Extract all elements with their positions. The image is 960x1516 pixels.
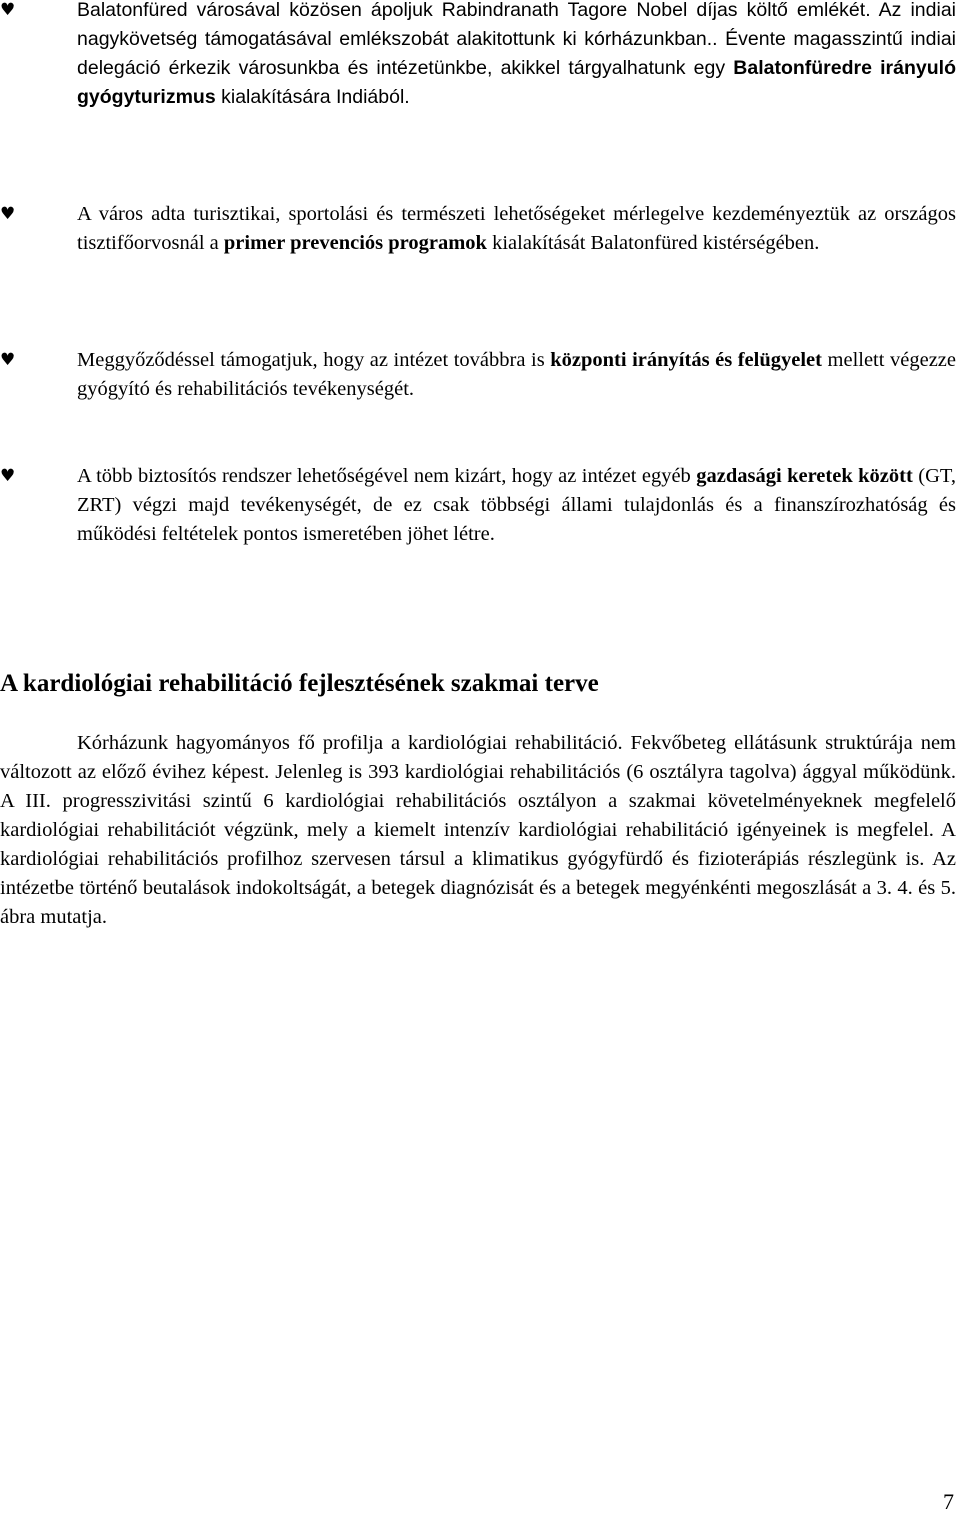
heart-bullet-icon: ♥ [0,350,16,370]
bold-phrase: Balatonfüredre irányuló gyógyturizmus [77,57,956,108]
section-title: A kardiológiai rehabilitáció fejlesztésének szakmai terve [0,670,599,697]
text-segment: Meggyőződéssel támogatjuk, hogy az intézet továbbra is [77,349,551,371]
text-segment: kialakítására Indiából. [215,86,410,108]
text-segment: kialakítását Balatonfüred kistérségében. [486,232,820,254]
bold-phrase: primer prevenciós programok [223,232,487,254]
bullet-text [77,346,956,404]
bold-phrase: központi irányítás és felügyelet [550,349,822,371]
text-segment: A város adta turisztikai, sportolási és természeti lehetőségeket mérlegelve kezdeményeztük az országos tisztifőorvosnál a [77,203,956,254]
heart-bullet-icon: ♥ [0,0,16,20]
text-segment: (GT, ZRT) végzi majd tevékenységét, de ez csak többségi állami tulajdonlás és a finanszírozhatóság és működési feltételek pontos ismeretében jöhet létre. [77,465,957,545]
bullet-item-gazdasagi-keretek [0,462,956,549]
bullet-text [77,200,956,258]
section-paragraph: Kórházunk hagyományos fő profilja a kardiológiai rehabilitáció. Fekvőbeteg ellátásunk struktúrája nem változott az előző évihez képest. Jelenleg is 393 kardiológiai rehabilitációs (6 osztályra tagolva) ággyal működünk. A III. progresszivitási szintű 6 kardiológiai rehabilitációs osztályon a szakmai követelményeknek megfelelő kardiológiai rehabilitációt végzünk, mely a kiemelt intenzív kardiológiai rehabilitáció igényeinek is megfelel. A kardiológiai rehabilitációs profilhoz szervesen társul a klimatikus gyógyfürdő és fizioterápiás részlegünk is. Az intézetbe történő beutalások indokoltságát, a betegek diagnózisát és a betegek megyénkénti megoszlását a 3. 4. és 5. ábra mutatja. [0,732,956,928]
text-segment: A több biztosítós rendszer lehetőségével nem kizárt, hogy az intézet egyéb [77,465,697,487]
bold-phrase: gazdasági keretek között [696,465,913,487]
text-segment: Balatonfüred városával közösen ápoljuk Rabindranath Tagore Nobel díjas költő emlékét. Az indiai nagykövetség támogatásával emlékszobát alakitottunk ki kórházunkban.. Évente magasszintű indiai delegáció érkezik városunkba és intézetünkbe, akikkel tárgyalhatunk egy [77,0,956,79]
bullet-item-prevencio [0,200,956,258]
heart-bullet-icon: ♥ [0,204,16,224]
bullet-text [77,462,956,549]
text-segment: mellett végezze gyógyító és rehabilitációs tevékenységét. [77,349,956,400]
page-number: 7 [943,1489,954,1514]
bullet-item-iranyitas [0,346,956,404]
bullet-text [77,0,956,112]
bullet-item-gyogyturizmus [0,0,956,112]
heart-bullet-icon: ♥ [0,466,16,486]
